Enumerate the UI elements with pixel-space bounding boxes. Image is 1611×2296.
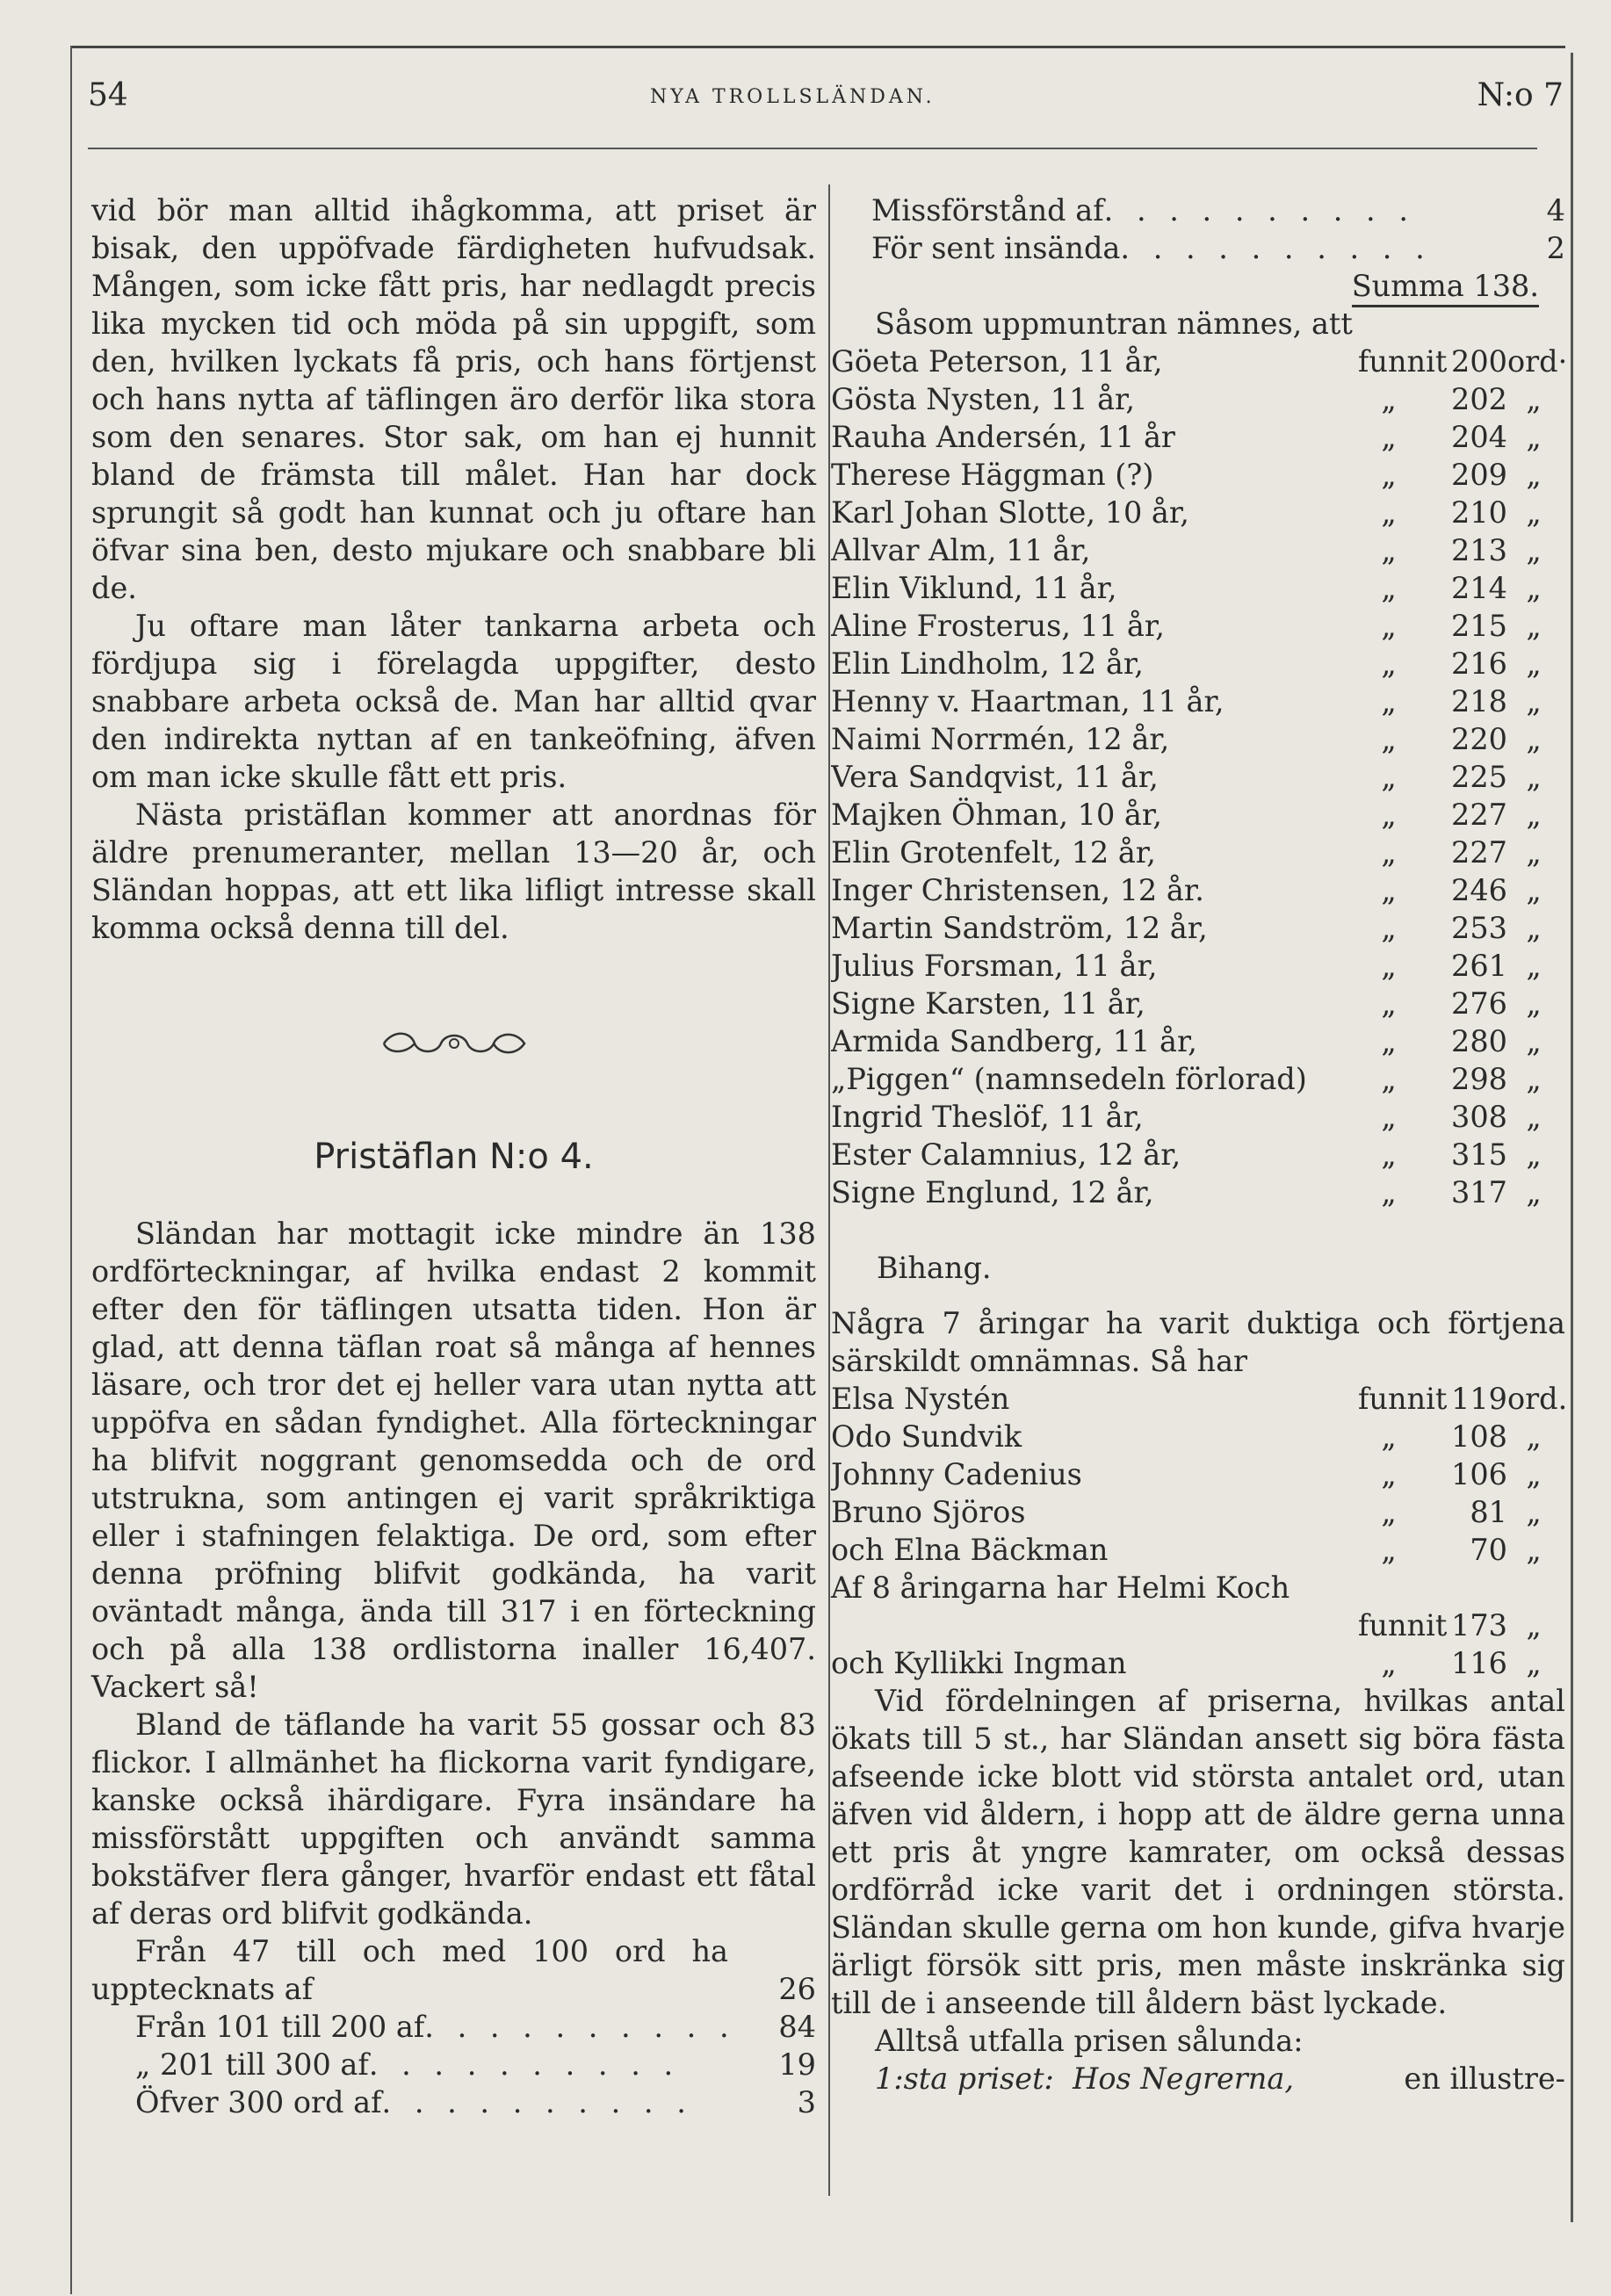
- ornament-flourish: [91, 985, 816, 1099]
- ditto-mark: „: [1381, 1100, 1397, 1134]
- paragraph: Såsom uppmuntran nämnes, att: [875, 307, 1353, 341]
- unit-mark: „: [1526, 873, 1542, 907]
- list-item: [831, 1493, 1565, 1531]
- list-item: [831, 947, 1565, 985]
- entrant-name: och Elna Bäckman: [831, 1533, 1109, 1567]
- tally-row: För sent insända . . . . . . . . . . 2: [871, 231, 1565, 265]
- word-count: 213: [1451, 533, 1507, 567]
- word-count: 253: [1451, 911, 1507, 945]
- unit-mark: „: [1526, 1024, 1542, 1058]
- tally-row: Från 101 till 200 af . . . . . . . . . . 84: [135, 2010, 816, 2044]
- ditto-mark: „: [1381, 722, 1397, 756]
- entrant-name: Elin Grotenfelt, 12 år,: [831, 835, 1156, 870]
- paragraph: Från 47 till och med 100 ord ha upptecknats af: [91, 1934, 728, 2006]
- unit-mark: „: [1526, 420, 1542, 454]
- entrant-name: Aline Frosterus, 11 år,: [831, 609, 1165, 643]
- unit-mark: „: [1526, 646, 1542, 681]
- tally-row: Missförstånd af . . . . . . . . . . 4: [871, 193, 1565, 227]
- header-rule: [88, 148, 1537, 149]
- tally-value: 19: [778, 2047, 816, 2082]
- list-item: [831, 720, 1565, 758]
- unit-mark: „: [1526, 1533, 1542, 1567]
- unit-mark: „: [1526, 1646, 1542, 1680]
- entrant-name: Therese Häggman (?): [831, 458, 1154, 492]
- unit-mark: „: [1526, 911, 1542, 945]
- unit-mark: „: [1526, 1457, 1542, 1491]
- tally-label: „ 201 till 300 af: [135, 2047, 369, 2082]
- list-item: [831, 1644, 1565, 1682]
- list-item: [831, 343, 1568, 380]
- unit-mark: „: [1526, 1062, 1542, 1096]
- paragraph: Bland de täflande ha varit 55 gossar och 83 flickor. I allmänhet ha flickorna varit fyndigare, kanske också ihärdigare. Fyra insändare ha missförstått uppgiften och användt samma bokstäfver flera gånger, hvarför endast ett fåtal af deras ord blifvit godkända.: [91, 1708, 816, 1931]
- list-item: [831, 1173, 1565, 1211]
- paragraph: Några 7 åringar ha varit duktiga och förtjena särskildt omnämnas. Så har: [831, 1306, 1565, 1378]
- list-item: [831, 569, 1565, 607]
- tally-row: „ 201 till 300 af . . . . . . . . . . 19: [135, 2047, 816, 2082]
- column-rule: [828, 184, 830, 2196]
- ditto-mark: „: [1381, 571, 1397, 605]
- unit-mark: „: [1526, 1608, 1542, 1643]
- entrant-name: Johnny Cadenius: [831, 1457, 1082, 1491]
- list-item: [831, 871, 1565, 909]
- ditto-mark: „: [1381, 873, 1397, 907]
- list-item: [831, 1136, 1565, 1173]
- entrant-name: Inger Christensen, 12 år.: [831, 873, 1204, 907]
- entrant-name: Göeta Peterson, 11 år,: [831, 344, 1163, 379]
- word-count: 116: [1451, 1646, 1507, 1680]
- word-count: 70: [1470, 1533, 1507, 1567]
- bihang-title: Bihang.: [877, 1251, 992, 1285]
- word-count: 106: [1451, 1457, 1507, 1491]
- list-item: [831, 1060, 1565, 1098]
- entrant-name: Elin Lindholm, 12 år,: [831, 646, 1144, 681]
- ditto-mark: funnit: [1358, 1382, 1448, 1416]
- entrant-name: Naimi Norrmén, 12 år,: [831, 722, 1170, 756]
- word-count: 308: [1451, 1100, 1507, 1134]
- list-item: [831, 607, 1565, 645]
- unit-mark: ord.: [1507, 1382, 1568, 1416]
- word-count: 315: [1451, 1137, 1507, 1172]
- ditto-mark: „: [1381, 495, 1397, 530]
- ditto-mark: „: [1381, 760, 1397, 794]
- unit-mark: „: [1526, 1175, 1542, 1209]
- word-count: 210: [1451, 495, 1507, 530]
- summa-line: [831, 267, 1565, 305]
- unit-mark: „: [1526, 798, 1542, 832]
- entrant-name: Vera Sandqvist, 11 år,: [831, 760, 1159, 794]
- paragraph: Af 8 åringarna har Helmi Koch: [831, 1570, 1290, 1605]
- entrant-name: Armida Sandberg, 11 år,: [831, 1024, 1197, 1058]
- tally-row: Öfver 300 ord af . . . . . . . . . . 3: [135, 2085, 816, 2119]
- ditto-mark: „: [1381, 835, 1397, 870]
- word-count: 81: [1470, 1495, 1507, 1529]
- unit-mark: „: [1526, 1100, 1542, 1134]
- unit-mark: „: [1526, 571, 1542, 605]
- list-item: [831, 796, 1565, 834]
- unit-mark: „: [1526, 495, 1542, 530]
- paragraph: Vid fördelningen af priserna, hvilkas antal ökats till 5 st., har Sländan ansett sig böra fästa afseende icke blott vid största antalet ord, utan äfven vid åldern, i hopp att de äldre gerna unna ett pris åt yngre kamrater, om också dessas ordförråd icke varit det i ordningen största. Sländan skulle gerna om hon kunde, gifva hvarje ärligt försök sitt pris, men måste inskränka sig till de i anseende till åldern bäst lyckade.: [831, 1684, 1565, 2020]
- word-count: 214: [1451, 571, 1507, 605]
- word-count: 209: [1451, 458, 1507, 492]
- ditto-mark: „: [1381, 684, 1397, 718]
- word-count: 216: [1451, 646, 1507, 681]
- word-count: 218: [1451, 684, 1507, 718]
- unit-mark: „: [1526, 382, 1542, 416]
- entrant-name: Ingrid Theslöf, 11 år,: [831, 1100, 1144, 1134]
- list-item: [831, 418, 1565, 456]
- tally-label: Öfver 300 ord af: [135, 2085, 382, 2119]
- list-item: [831, 834, 1565, 871]
- entrant-name: och Kyllikki Ingman: [831, 1646, 1127, 1680]
- word-count: 173: [1451, 1608, 1507, 1643]
- list-item: [831, 1606, 1565, 1644]
- summa-text: Summa 138.: [1352, 269, 1539, 307]
- unit-mark: „: [1526, 458, 1542, 492]
- entrant-name: Allvar Alm, 11 år,: [831, 533, 1091, 567]
- running-header: [88, 77, 1564, 121]
- tally-label: Missförstånd af: [871, 193, 1104, 227]
- entrant-name: Gösta Nysten, 11 år,: [831, 382, 1136, 416]
- word-count: 215: [1451, 609, 1507, 643]
- word-count: 202: [1451, 382, 1507, 416]
- list-item: [831, 1022, 1565, 1060]
- ditto-mark: „: [1381, 646, 1397, 681]
- list-item: [831, 1455, 1565, 1493]
- entrant-name: Bruno Sjöros: [831, 1495, 1026, 1529]
- tally-value: 84: [778, 2010, 816, 2044]
- ditto-mark: funnit: [1358, 344, 1448, 379]
- word-count: 276: [1451, 986, 1507, 1021]
- word-count: 261: [1451, 949, 1507, 983]
- word-count: 246: [1451, 873, 1507, 907]
- entrant-name: Signe Englund, 12 år,: [831, 1175, 1154, 1209]
- word-count: 108: [1451, 1419, 1507, 1454]
- ditto-mark: „: [1381, 1457, 1397, 1491]
- af8-list: [831, 1606, 1565, 1682]
- paragraph: Alltså utfalla prisen sålunda:: [875, 2024, 1304, 2058]
- tally-value: 26: [778, 1972, 816, 2006]
- word-count: 119: [1451, 1382, 1507, 1416]
- ditto-mark: „: [1381, 420, 1397, 454]
- unit-mark: „: [1526, 1419, 1542, 1454]
- list-item: [831, 985, 1565, 1022]
- unit-mark: ord·: [1507, 344, 1568, 379]
- list-item: [831, 456, 1565, 494]
- unit-mark: „: [1526, 1137, 1542, 1172]
- list-item: [831, 531, 1565, 569]
- ditto-mark: „: [1381, 949, 1397, 983]
- ditto-mark: „: [1381, 458, 1397, 492]
- ditto-mark: „: [1381, 1495, 1397, 1529]
- tally-row: [91, 1970, 816, 2008]
- ditto-mark: „: [1381, 1419, 1397, 1454]
- ditto-mark: „: [1381, 1062, 1397, 1096]
- tally-value: 2: [1546, 231, 1565, 265]
- journal-title: NYA TROLLSLÄNDAN.: [650, 86, 936, 108]
- prize-title: Hos Negrerna,: [1073, 2061, 1294, 2096]
- entrant-name: Julius Forsman, 11 år,: [831, 949, 1158, 983]
- entrant-name: Odo Sundvik: [831, 1419, 1022, 1454]
- section-heading: Pristäflan N:o 4.: [314, 1137, 594, 1177]
- page-number: 54: [88, 77, 128, 113]
- list-item: [831, 758, 1565, 796]
- right-column: [831, 191, 1568, 2097]
- tally-value: 3: [797, 2085, 816, 2119]
- ditto-mark: „: [1381, 986, 1397, 1021]
- unit-mark: „: [1526, 986, 1542, 1021]
- unit-mark: „: [1526, 684, 1542, 718]
- word-count: 200: [1451, 344, 1507, 379]
- list-item: [831, 494, 1565, 531]
- word-count: 227: [1451, 798, 1507, 832]
- entrant-name: Karl Johan Slotte, 10 år,: [831, 495, 1189, 530]
- ditto-mark: „: [1381, 1646, 1397, 1680]
- unit-mark: „: [1526, 835, 1542, 870]
- tally-label: Från 101 till 200 af: [135, 2010, 425, 2044]
- list-item: [831, 380, 1565, 418]
- word-count: 280: [1451, 1024, 1507, 1058]
- word-count: 220: [1451, 722, 1507, 756]
- paragraph: Sländan har mottagit icke mindre än 138 ordförteckningar, af hvilka endast 2 kommit efter den för täflingen utsatta tiden. Hon är glad, att denna täflan roat så många af hennes läsare, och tror det ej heller vara utan nytta att uppöfva en sådan fyndighet. Alla förteckningar ha blifvit noggrant genomsedda och de ord utstrukna, som antingen ej varit språkriktiga eller i stafningen felaktiga. De ord, som efter denna pröfning blifvit godkända, ha varit oväntadt många, ända till 317 i en förteckning och på alla 138 ordlistorna inaller 16,407. Vackert så!: [91, 1217, 816, 1704]
- ditto-mark: „: [1381, 798, 1397, 832]
- ditto-mark: „: [1381, 1137, 1397, 1172]
- unit-mark: „: [1526, 609, 1542, 643]
- paragraph: vid bör man alltid ihågkomma, att priset är bisak, den uppöfvade färdigheten hufvudsak. Mången, som icke fått pris, har nedlagdt precis lika mycken tid och möda på sin uppgift, som den, hvilken lyckats få pris, och hans förtjenst och hans nytta af täflingen äro derför lika stora som den senares. Stor sak, om han ej hunnit bland de främsta till målet. Han har dock sprungit så godt han kunnat och ju oftare han öfvar sina ben, desto mjukare och snabbare bli de.: [91, 193, 816, 605]
- ditto-mark: „: [1381, 1024, 1397, 1058]
- list-item: [831, 645, 1565, 682]
- ditto-mark: „: [1381, 609, 1397, 643]
- ditto-mark: „: [1381, 1175, 1397, 1209]
- word-count: 317: [1451, 1175, 1507, 1209]
- unit-mark: „: [1526, 949, 1542, 983]
- entrant-name: „Piggen“ (namnsedeln förlorad): [831, 1062, 1307, 1096]
- entrant-name: [831, 1606, 1358, 1644]
- unit-mark: „: [1526, 722, 1542, 756]
- unit-mark: „: [1526, 1495, 1542, 1529]
- prize-line: [831, 2060, 1565, 2097]
- list-item: [831, 909, 1565, 947]
- word-count: 298: [1451, 1062, 1507, 1096]
- frame-right-rule: [1571, 53, 1573, 2222]
- prize-rest: en illustre-: [1404, 2061, 1565, 2096]
- entrant-name: Ester Calamnius, 12 år,: [831, 1137, 1181, 1172]
- list-item: [831, 1380, 1568, 1418]
- paragraph: Nästa pristäflan kommer att anordnas för äldre prenumeranter, mellan 13—20 år, och Sländan hoppas, att ett lika lifligt intresse skall komma också denna till del.: [91, 798, 816, 945]
- ditto-mark: „: [1381, 533, 1397, 567]
- entrant-name: Elsa Nystén: [831, 1382, 1010, 1416]
- entrant-name: Rauha Andersén, 11 år: [831, 420, 1175, 454]
- list-item: [831, 682, 1565, 720]
- prize-label: 1:sta priset:: [875, 2061, 1054, 2096]
- bihang-list: [831, 1380, 1568, 1569]
- tally-value: 4: [1546, 193, 1565, 227]
- frame-top-rule: [72, 46, 1565, 48]
- frame-left-rule: [70, 46, 72, 2294]
- paragraph: Ju oftare man låter tankarna arbeta och fördjupa sig i förelagda uppgifter, desto snabbare arbeta också de. Man har alltid qvar den indirekta nyttan af en tankeöfning, äfven om man icke skulle fått ett pris.: [91, 609, 816, 794]
- list-item: [831, 1418, 1565, 1455]
- word-count: 227: [1451, 835, 1507, 870]
- ditto-mark: „: [1381, 382, 1397, 416]
- word-count: 225: [1451, 760, 1507, 794]
- list-item: [831, 1531, 1565, 1569]
- unit-mark: „: [1526, 533, 1542, 567]
- names-list: [831, 343, 1568, 1211]
- list-item: [831, 1098, 1565, 1136]
- ditto-mark: „: [1381, 1533, 1397, 1567]
- ditto-mark: funnit: [1358, 1608, 1448, 1643]
- issue-number: N:o 7: [1477, 77, 1564, 113]
- left-column: [91, 191, 816, 2121]
- entrant-name: Signe Karsten, 11 år,: [831, 986, 1145, 1021]
- entrant-name: Henny v. Haartman, 11 år,: [831, 684, 1225, 718]
- ditto-mark: „: [1381, 911, 1397, 945]
- entrant-name: Elin Viklund, 11 år,: [831, 571, 1117, 605]
- entrant-name: Majken Öhman, 10 år,: [831, 798, 1162, 832]
- unit-mark: „: [1526, 760, 1542, 794]
- tally-label: För sent insända: [871, 231, 1121, 265]
- word-count: 204: [1451, 420, 1507, 454]
- entrant-name: Martin Sandström, 12 år,: [831, 911, 1208, 945]
